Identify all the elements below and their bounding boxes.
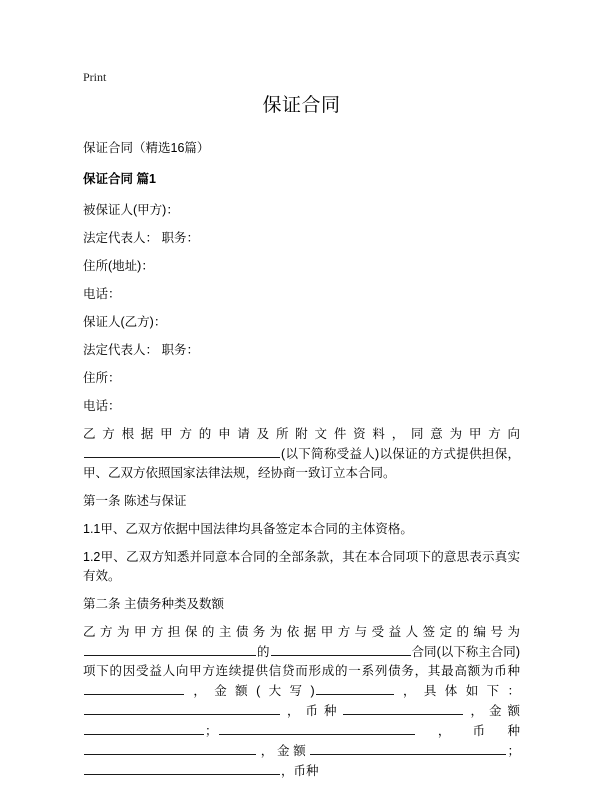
print-link[interactable]: Print bbox=[83, 70, 107, 84]
section-heading-pian1: 保证合同 篇1 bbox=[83, 172, 156, 186]
clause1-item: 1.2甲、乙双方知悉并同意本合同的全部条款，其在本合同项下的意思表示真实有效。 bbox=[83, 550, 520, 583]
clause1-heading: 第一条 陈述与保证 bbox=[83, 494, 187, 508]
clause2-text: ； bbox=[507, 744, 520, 758]
fill-blank[interactable] bbox=[316, 681, 394, 695]
clause2-text: ，币种 bbox=[415, 724, 520, 738]
intro-paragraph bbox=[83, 425, 520, 483]
intro-text-part2: (以下简称受益人)以保证的方式提供担保，甲、乙双方依照国家法律法规，经协商一致订立本合同。 bbox=[83, 447, 520, 480]
party-line: 法定代表人： 职务： bbox=[83, 231, 199, 245]
party-line: 法定代表人： 职务： bbox=[83, 343, 199, 357]
clause2-text: ，币种 bbox=[281, 764, 319, 778]
party-line: 电话： bbox=[83, 287, 121, 301]
clause2-text: ) bbox=[310, 684, 315, 698]
fill-blank[interactable] bbox=[219, 721, 415, 735]
clause2-text: ，金额(大写 bbox=[185, 684, 311, 698]
page-title: 保证合同 bbox=[262, 95, 341, 116]
party-line: 住所(地址)： bbox=[83, 259, 154, 273]
fill-blank[interactable] bbox=[84, 701, 280, 715]
fill-blank[interactable] bbox=[84, 642, 256, 656]
party-line: 保证人(乙方)： bbox=[83, 315, 167, 329]
clause2-text: ，具体如下： bbox=[394, 684, 520, 698]
fill-blank[interactable] bbox=[271, 642, 411, 656]
clause2-body bbox=[83, 623, 520, 781]
fill-blank[interactable] bbox=[84, 761, 280, 775]
party-line: 电话： bbox=[83, 399, 121, 413]
clause2-text: ，金额 bbox=[464, 704, 520, 718]
fill-blank[interactable] bbox=[84, 444, 280, 458]
fill-blank[interactable] bbox=[84, 721, 204, 735]
clause2-text: ； bbox=[205, 724, 218, 738]
party-line: 住所： bbox=[83, 371, 121, 385]
document-body bbox=[83, 93, 520, 790]
clause2-heading: 第二条 主债务种类及数额 bbox=[83, 597, 224, 611]
clause2-text: 合同(以下称主合同)项下的因受益人向甲方连续提供信贷而形成的一系列债务，其最高额为币种 bbox=[83, 645, 520, 678]
clause2-text: 的 bbox=[257, 645, 270, 659]
clause1-item: 1.1甲、乙双方依据中国法律均具备签定本合同的主体资格。 bbox=[83, 522, 413, 536]
clause2-text: 乙方为甲方担保的主债务为依据甲方与受益人签定的编号为 bbox=[83, 625, 520, 639]
intro-text-part1: 乙方根据甲方的申请及所附文件资料，同意为甲方向 bbox=[83, 427, 520, 441]
document-subtitle: 保证合同（精选16篇） bbox=[83, 141, 210, 155]
party-line: 被保证人(甲方)： bbox=[83, 203, 179, 217]
clause2-text: ，金额 bbox=[257, 744, 310, 758]
fill-blank[interactable] bbox=[84, 741, 256, 755]
fill-blank[interactable] bbox=[343, 701, 463, 715]
clause2-text: ，币种 bbox=[281, 704, 343, 718]
fill-blank[interactable] bbox=[310, 741, 506, 755]
fill-blank[interactable] bbox=[84, 681, 184, 695]
